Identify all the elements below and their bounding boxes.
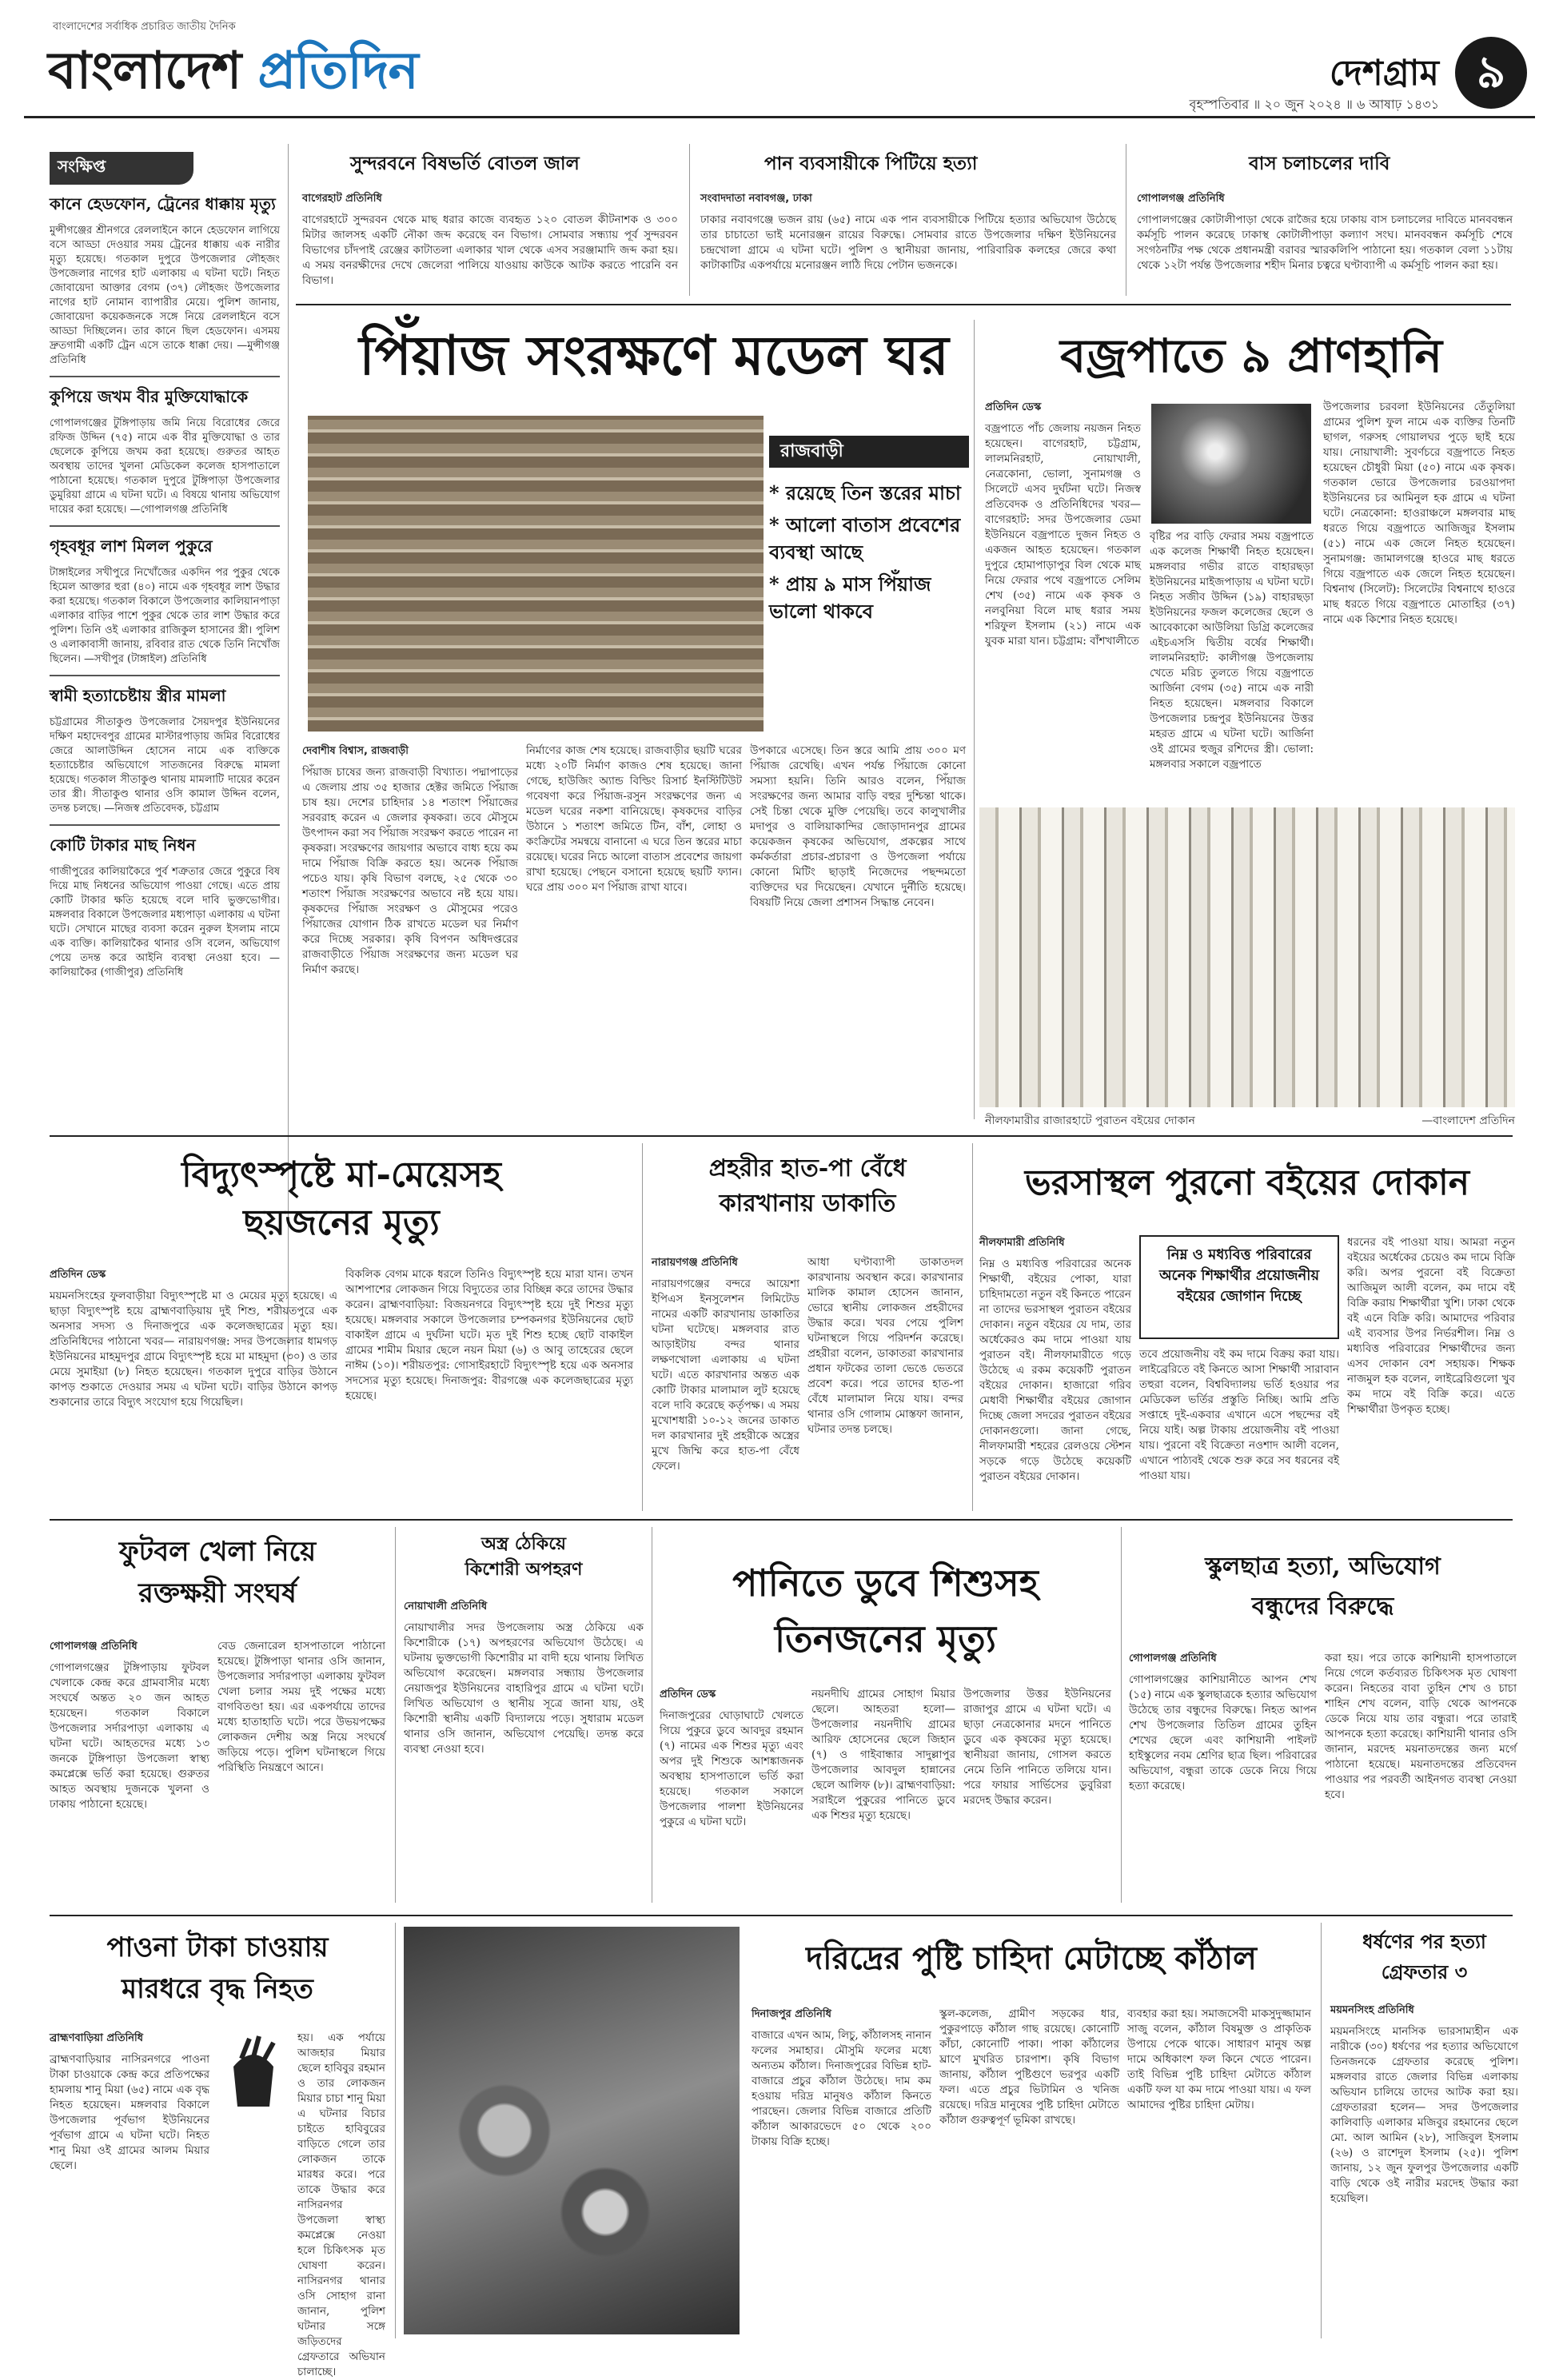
violence-illustration bbox=[217, 2035, 289, 2123]
story-body: নারায়ণগঞ্জের বন্দরে আয়েশা ইপিএস ইনসুলেশন লিমিটেড নামের একটি কারখানায় ডাকাতির ঘটনা ঘটেছে। মঙ্গলবার রাত আড়াইটায় বন্দর থানার লক্ষণখোলা এলাকায় এ ঘটনা ঘটে। এতে কারখানার অন্তত এক কোটি টাকার মালামাল লুট হয়েছে বলে দাবি করেছে কর্তৃপক্ষ। এ সময় মুখোশধারী ১০-১২ জনের ডাকাত দল কারখানার দুই প্রহরীকে অস্ত্রের মুখে জিম্মি করে হাত-পা বেঁধে ফেলে। bbox=[652, 1278, 799, 1473]
jackfruit-col-2 bbox=[939, 2007, 1119, 2334]
factory-col-2 bbox=[807, 1255, 963, 1511]
football-col-1 bbox=[50, 1639, 209, 1903]
student-col-2 bbox=[1325, 1651, 1517, 1903]
story-byline: গোপালগঞ্জ প্রতিনিধি bbox=[1137, 193, 1225, 205]
electro-headline-wrap bbox=[50, 1151, 633, 1255]
sidebar-item-body: গাজীপুরের কালিয়াকৈরে পুর্ব শত্রুতার জেরে পুকুরে বিষ দিয়ে মাছ নিধনের অভিযোগ পাওয়া গেছে। এতে প্রায় কোটি টাকার ক্ষতি হয়েছে বলে দাবি ভুক্তভোগীর। মঙ্গলবার বিকালে উপজেলার মধ্যপাড়া এলাকায় এ ঘটনা ঘটে। সেখানে মাছের ব্যবসা করেন নুরুল ইসলাম নামে এক ব্যক্তি। কালিয়াকৈর থানার ওসি বলেন, অভিযোগ পেয়ে তদন্ত করে আইনি ব্যবস্থা নেওয়া হবে। —কালিয়াকৈর (গাজীপুর) প্রতিনিধি bbox=[50, 866, 280, 979]
story-byline: বাগেরহাট প্রতিনিধি bbox=[302, 193, 382, 205]
divider bbox=[50, 376, 280, 377]
story-body: বজ্রপাতে পাঁচ জেলায় নয়জন নিহত হয়েছেন। বাগেরহাট, চট্টগ্রাম, লালমনিরহাট, নোয়াখালী, নেত্রকোনা, ভোলা, সুনামগঞ্জ ও সিলেটে এসব দুর্ঘটনা ঘটে। নিজস্ব প্রতিবেদক ও প্রতিনিধিদের খবর— বাগেরহাট: সদর উপজেলার ডেমা ইউনিয়নে বজ্রপাতে দুজন নিহত ও একজন আহত হয়েছেন। গতকাল দুপুরে হোমাপাড়াপুর বিল থেকে মাছ নিয়ে ফেরার পথে বজ্রপাতে সেলিম শেখ (৩৫) নামে এক কৃষক ও নলবুনিয়া বিলে মাছ ধরার সময় শরিফুল ইসলাম (২১) নামে এক যুবক মারা যান। চট্টগ্রাম: বাঁশখালীতে bbox=[985, 422, 1141, 648]
column-rule bbox=[642, 1143, 643, 1511]
elder-col-2 bbox=[297, 2031, 385, 2378]
elder-headline-wrap bbox=[50, 1927, 385, 2031]
lightning-headline-wrap bbox=[983, 320, 1519, 400]
sidebar-item-body: মুন্সীগঞ্জের শ্রীনগরে রেললাইনে কানে হেডফোন লাগিয়ে বসে আড্ডা দেওয়ার সময় ট্রেনের ধাক্কায় এক নারীর মৃত্যু হয়েছে। গতকাল দুপুরে উপজেলার লৌহজং উপজেলার নাগের হাট এলাকায় এ ঘটনা ঘটে। নিহত জোবায়েদা আক্তার বেগম (৩৭) লৌহজং উপজেলার নাগের হাট নোমান ব্যাপারীর মেয়ে। পুলিশ জানায়, জোবায়েদা কয়েকজনকে সঙ্গে নিয়ে রেললাইনে বসে আড্ডা দিচ্ছিলেন। তার কানে ছিল হেডফোন। এসময় দ্রুতগামী একটি ট্রেন এসে তাকে ধাক্কা দেয়। —মুন্সীগঞ্জ প্রতিনিধি bbox=[50, 225, 280, 366]
divider bbox=[50, 525, 280, 527]
sidebar-item-title: গৃহবধূর লাশ মিলল পুকুরে bbox=[50, 536, 213, 556]
story-body: করা হয়। পরে তাকে কাশিয়ানী হাসপাতালে নিয়ে গেলে কর্তব্যরত চিকিৎসক মৃত ঘোষণা করেন। নিহতের বাবা তুহিন শেখ ও চাচা শাহিন শেখ বলেন, বাড়ি থেকে আপনকে ডেকে নিয়ে যায় তার বন্ধুরা। পরে তারাই আপনকে হত্যা করেছে। কাশিয়ানী থানার ওসি জানান, মরদেহ ময়নাতদন্তের জন্য মর্গে পাঠানো হয়েছে। ময়নাতদন্তের প্রতিবেদন পাওয়ার পর পরবর্তী আইনগত ব্যবস্থা নেওয়া হবে। bbox=[1325, 1652, 1517, 1801]
story-sundarbans[interactable] bbox=[302, 144, 678, 296]
story-byline: প্রতিদিন ডেস্ক bbox=[660, 1688, 716, 1700]
lightning-col-2 bbox=[1150, 529, 1314, 799]
story-headline[interactable]: বিদ্যুৎস্পৃষ্টে মা-মেয়েসহ bbox=[181, 1154, 501, 1195]
bookshop-col-1 bbox=[979, 1235, 1131, 1511]
football-col-2 bbox=[217, 1639, 385, 1903]
story-headline[interactable]: মারধরে বৃদ্ধ নিহত bbox=[122, 1973, 313, 2005]
drown-col-3 bbox=[963, 1687, 1111, 1903]
story-headline[interactable]: ভরসাস্থল পুরনো বইয়ের দোকান bbox=[1024, 1162, 1470, 1203]
sidebar-header: সংক্ষিপ্ত bbox=[50, 152, 193, 185]
newspaper-tagline: বাংলাদেশের সর্বাধিক প্রচারিত জাতীয় দৈনিক bbox=[53, 21, 236, 33]
rape-headline-wrap bbox=[1330, 1927, 1518, 2007]
onion-headline-wrap bbox=[302, 320, 1006, 400]
section-name: দেশগ্রাম bbox=[1329, 53, 1439, 94]
divider bbox=[50, 675, 280, 676]
sidebar-item[interactable] bbox=[50, 385, 280, 517]
section-rule bbox=[50, 1915, 1513, 1916]
logo-part-2: প্রতিদিন bbox=[257, 41, 418, 101]
bookshop-col-2 bbox=[1139, 1347, 1339, 1511]
rape-body bbox=[1330, 2003, 1518, 2334]
highlight-item: * প্রায় ৯ মাস পিঁয়াজ ভালো থাকবে bbox=[769, 572, 931, 623]
column-rule bbox=[1121, 1527, 1122, 1903]
story-body: পিঁয়াজ চাষের জন্য রাজবাড়ী বিখ্যাত। পদ্মাপাড়ের এ জেলায় প্রায় ৩৫ হাজার হেক্টর জমিতে পিঁয়াজ চাষ হয়। দেশের চাহিদার ১৪ শতাংশ পিঁয়াজের সরবরাহ করেন এ জেলার কৃষকরা। তবে মৌসুমে উৎপাদন করা সব পিঁয়াজ সংরক্ষণ করতে পারেন না কৃষকরা। সংরক্ষণের জায়গার অভাবে বাধ্য হয়ে কম দামে পিঁয়াজ বিক্রি করতে হয়। অনেক পিঁয়াজ পচেও যায়। কৃষি বিভাগ বলছে, ২৫ থেকে ৩০ শতাংশ পিঁয়াজ সংরক্ষণের অভাবে নষ্ট হয়ে যায়। কৃষকদের পিঁয়াজ সংরক্ষণ ও মৌসুমের পরেও পিঁয়াজের যোগান ঠিক রাখতে মডেল ঘর নির্মাণ করে দিচ্ছে সরকার। কৃষি বিপণন অধিদপ্তরের রাজবাড়ীতে পিঁয়াজ সংরক্ষণের জন্য মডেল ঘর নির্মাণ করছে। bbox=[302, 766, 518, 976]
highlight-item: * আলো বাতাস প্রবেশের ব্যবস্থা আছে bbox=[769, 513, 961, 564]
bookshop-headline-wrap bbox=[979, 1151, 1515, 1231]
football-headline-wrap bbox=[50, 1531, 385, 1635]
jackfruit-col-3 bbox=[1127, 2007, 1311, 2334]
electro-col-1 bbox=[50, 1267, 337, 1507]
story-body: গোপালগঞ্জের কাশিয়ানীতে আপন শেখ (১৫) নামে এক স্কুলছাত্রকে হত্যার অভিযোগ উঠেছে তার বন্ধুদের বিরুদ্ধে। নিহত আপন শেখ উপজেলার তিতিল গ্রামের তুহিন শেখের ছেলে এবং কাশিয়ানী পাইলট হাইস্কুলের নবম শ্রেণির ছাত্র ছিল। পরিবারের অভিযোগ, বন্ধুরা তাকে ডেকে নিয়ে গিয়ে হত্যা করেছে। bbox=[1129, 1673, 1317, 1792]
story-headline[interactable]: পিঁয়াজ সংরক্ষণে মডেল ঘর bbox=[359, 324, 949, 388]
story-headline[interactable]: গ্রেফতার ৩ bbox=[1381, 1960, 1468, 1983]
story-headline[interactable]: তিনজনের মৃত্যু bbox=[775, 1617, 996, 1660]
story-body: স্কুল-কলেজ, গ্রামীণ সড়কের ধার, পুকুরপাড়ে কাঁঠাল গাছ রয়েছে। কোনোটি কাঁচা, কোনোটি পাকা। পাকা কাঁঠালের ঘ্রাণে মুখরিত চারপাশ। কৃষি বিভাগ জানায়, কাঁঠাল পুষ্টিগুণে ভরপুর একটি ফল। এতে প্রচুর ভিটামিন ও খনিজ রয়েছে। দরিদ্র মানুষের পুষ্টি চাহিদা মেটাতে কাঁঠাল গুরুত্বপূর্ণ ভূমিকা রাখছে। bbox=[939, 2007, 1119, 2127]
story-headline[interactable]: বন্ধুদের বিরুদ্ধে bbox=[1251, 1593, 1394, 1621]
fist-icon bbox=[217, 2035, 289, 2123]
sidebar-item[interactable] bbox=[50, 535, 280, 667]
story-body: উপজেলার চরবলা ইউনিয়নের তেঁতুলিয়া গ্রামের পুলিশ ফুল নামে এক ব্যক্তির তিনটি ছাগল, গরুসহ গোয়ালঘর পুড়ে ছাই হয়ে যায়। নোয়াখালী: সুবর্ণচরে বজ্রপাতে নিহত হয়েছেন চৌধুরী মিয়া (৫০) নামে এক কৃষক। গতকাল ভোরে উপজেলার চরওয়াপদা ইউনিয়নের চর আমিনুল হক গ্রামে এ ঘটনা ঘটে। নেত্রকোনা: হাওরাঞ্চলে মঙ্গলবার মাছ ধরতে গিয়ে বজ্রপাতে আজিজুর ইসলাম (৫১) নামে এক জেলে নিহত হয়েছেন। সুনামগঞ্জ: জামালগঞ্জে হাওরে মাছ ধরতে গিয়ে বজ্রপাতে এক জেলে নিহত হয়েছেন। বিশ্বনাথ (সিলেট): সিলেটের বিশ্বনাথে হাওরে মাছ ধরতে গিয়ে বজ্রপাতে মোতাহির (৩৭) নামে এক কিশোর নিহত হয়েছে। bbox=[1323, 401, 1515, 626]
factory-col-1 bbox=[652, 1255, 799, 1511]
bookshop-photo bbox=[979, 807, 1515, 1107]
story-byline: গোপালগঞ্জ প্রতিনিধি bbox=[50, 1640, 138, 1652]
story-headline[interactable]: কিশোরী অপহরণ bbox=[465, 1559, 583, 1580]
drown-col-2 bbox=[811, 1687, 955, 1903]
lightning-col-3 bbox=[1323, 400, 1515, 799]
story-byline: সংবাদদাতা নবাবগঞ্জ, ঢাকা bbox=[700, 193, 812, 205]
story-body: ঢাকার নবাবগঞ্জে ভজন রায় (৬৫) নামে এক পান ব্যবসায়ীকে পিটিয়ে হত্যার অভিযোগ উঠেছে তার চাচাতো ভাই মনোরঞ্জন রায়ের বিরুদ্ধে। সোমবার রাতে উপজেলার দক্ষিণ ইউনিয়নের চন্দ্রখোলা গ্রামে এ ঘটনা ঘটে। পুলিশ ও স্থানীয়রা জানায়, পারিবারিক কলহের জেরে কথা কাটাকাটির একপর্যায়ে মনোরঞ্জন লাঠি দিয়ে পেটান ভজনকে। bbox=[700, 213, 1116, 272]
story-headline[interactable]: পানিতে ডুবে শিশুসহ bbox=[732, 1561, 1039, 1605]
column-rule bbox=[1321, 1923, 1322, 2338]
story-headline[interactable]: রক্তক্ষয়ী সংঘর্ষ bbox=[138, 1577, 297, 1609]
story-byline: নারায়ণগঞ্জ প্রতিনিধি bbox=[652, 1257, 738, 1269]
jackfruit-headline-wrap bbox=[752, 1927, 1311, 2003]
student-headline-wrap bbox=[1129, 1547, 1517, 1643]
story-body: তবে প্রয়োজনীয় বই কম দামে বিক্রয় করা যায়। লাইব্রেরিতে বই কিনতে আসা শিক্ষার্থী সারাবান তহুরা বলেন, বিশ্ববিদ্যালয় ভর্তি হওয়ার পর মেডিকেল ভর্তির প্রস্তুতি নিচ্ছি। আমি প্রতি সপ্তাহে দুই-একবার এখানে এসে পছন্দের বই নিয়ে যাই। অল্প টাকায় প্রয়োজনীয় বই পাওয়া যায়। পুরনো বই বিক্রেতা নওশাদ আলী বলেন, এখানে পাঠ্যবই থেকে শুরু করে সব ধরনের বই পাওয়া যায়। bbox=[1139, 1348, 1339, 1482]
story-byline: ব্রাহ্মণবাড়িয়া প্রতিনিধি bbox=[50, 2032, 144, 2044]
drown-headline-wrap bbox=[660, 1555, 1111, 1683]
story-byline: গোপালগঞ্জ প্রতিনিধি bbox=[1129, 1652, 1217, 1664]
logo-part-1: বাংলাদেশ bbox=[48, 41, 258, 101]
story-body: ব্রাহ্মণবাড়িয়ার নাসিরনগরে পাওনা টাকা চাওয়াকে কেন্দ্র করে প্রতিপক্ষের হামলায় শানু মিয়া (৬৫) নামে এক বৃদ্ধ নিহত হয়েছেন। মঙ্গলবার বিকালে উপজেলার পূর্বভাগ ইউনিয়নের পূর্বভাগ গ্রামে এ ঘটনা ঘটে। নিহত শানু মিয়া ওই গ্রামের আলম মিয়ার ছেলে। bbox=[50, 2053, 209, 2172]
story-body: বাজারে এখন আম, লিচু, কাঁঠালসহ নানান ফলের সমাহার। মৌসুমি ফলের মধ্যে অন্যতম কাঁঠাল। দিনাজপুরের বিভিন্ন হাট-বাজারে প্রচুর কাঁঠাল উঠেছে। দাম কম হওয়ায় দরিদ্র মানুষও কাঁঠাল কিনতে পারছেন। জেলার বিভিন্ন বাজারে প্রতিটি কাঁঠাল আকারভেদে ৫০ থেকে ২০০ টাকায় বিক্রি হচ্ছে। bbox=[752, 2029, 931, 2148]
story-headline[interactable]: পাওনা টাকা চাওয়ায় bbox=[106, 1932, 329, 1963]
kidnap-body bbox=[404, 1599, 644, 1903]
sidebar-item[interactable] bbox=[50, 684, 280, 816]
highlight-item: * রয়েছে তিন স্তরের মাচা bbox=[769, 481, 961, 504]
story-body: ধরনের বই পাওয়া যায়। আমরা নতুন বইয়ের অর্ধেকের চেয়েও কম দামে বিক্রি করি। অপর পুরনো বই বিক্রেতা আজিমুল আলী বলেন, কম দামে বই বিক্রি করায় শিক্ষার্থীরা খুশি। ঢাকা থেকে বই এনে বিক্রি করি। আমাদের পরিবার এই ব্যবসার উপর নির্ভরশীল। নিম্ন ও মধ্যবিত্ত পরিবারের শিক্ষার্থীদের জন্য এসব দোকান বেশ সহায়ক। শিক্ষক নাজমুল হক বলেন, লাইব্রেরিগুলো খুব কম দামে বই বিক্রি করে। এতে শিক্ষার্থীরা উপকৃত হচ্ছে। bbox=[1347, 1236, 1515, 1416]
story-bus-demand[interactable] bbox=[1137, 144, 1513, 296]
sidebar-item-body: চট্টগ্রামের সীতাকুণ্ড উপজেলার সৈয়দপুর ইউনিয়নের দক্ষিণ মহাদেবপুর গ্রামের মাস্টারপাড়ায় জমির বিরোধের জেরে আলাউদ্দিন হোসেন নামে এক ব্যক্তিকে হত্যাচেষ্টার অভিযোগে সাতজনের বিরুদ্ধে মামলা হয়েছে। গতকাল সীতাকুণ্ড থানায় মামলাটি দায়ের করেন তার স্ত্রী। সীতাকুণ্ড থানার ওসি কামাল উদ্দিন বলেন, তদন্ত চলছে। —নিজস্ব প্রতিবেদক, চট্টগ্রাম bbox=[50, 716, 280, 815]
drown-col-1 bbox=[660, 1687, 803, 1903]
story-body: উপজেলার উত্তর ইউনিয়নের রাজাপুর গ্রামে এ ঘটনা ঘটে। এ ছাড়া নেত্রকোনার মদনে পানিতে ডুবে এক কৃষকের মৃত্যু হয়েছে। স্থানীয়রা জানায়, গোসল করতে নেমে তিনি পানিতে তলিয়ে যান। পরে ফায়ার সার্ভিসের ডুবুরিরা মরদেহ উদ্ধার করেন। bbox=[963, 1688, 1111, 1807]
sidebar-item[interactable] bbox=[50, 834, 280, 980]
sidebar-item-body: গোপালগঞ্জের টুঙ্গিপাড়ায় জমি নিয়ে বিরোধের জেরে রফিজ উদ্দিন (৭৫) নামে এক বীর মুক্তিযোদ্ধা ও তার ছেলেকে কুপিয়ে জখম করা হয়েছে। গুরুতর আহত অবস্থায় তাদের খুলনা মেডিকেল কলেজ হাসপাতালে পাঠানো হয়েছে। গতকাল দুপুরে টুঙ্গিপাড়া উপজেলার ডুমুরিয়া গ্রামে এ ঘটনা ঘটে। এ বিষয়ে থানায় অভিযোগ দায়ের করা হয়েছে। —গোপালগঞ্জ প্রতিনিধি bbox=[50, 417, 280, 516]
story-headline[interactable]: কারখানায় ডাকাতি bbox=[719, 1190, 896, 1218]
story-headline[interactable]: ধর্ষণের পর হত্যা bbox=[1362, 1930, 1486, 1953]
story-body: ময়মনসিংহে মানসিক ভারসাম্যহীন এক নারীকে (৩০) ধর্ষণের পর হত্যার অভিযোগে তিনজনকে গ্রেফতার করেছে পুলিশ। মঙ্গলবার রাতে জেলার বিভিন্ন এলাকায় অভিযান চালিয়ে তাদের আটক করা হয়। গ্রেফতাররা হলেন— সদর উপজেলার কালিবাড়ি এলাকার মজিবুর রহমানের ছেলে মো. আল আমিন (২৮), সাজিবুল ইসলাম (২৬) ও রাশেদুল ইসলাম (২৫)। পুলিশ জানায়, ১২ জুন ফুলপুর উপজেলার একটি বাড়ি থেকে ওই নারীর মরদেহ উদ্ধার করা হয়েছিল। bbox=[1330, 2025, 1518, 2205]
sidebar-item[interactable] bbox=[50, 193, 280, 368]
story-byline: ময়মনসিংহ প্রতিনিধি bbox=[1330, 2004, 1414, 2016]
bookshop-col-3 bbox=[1347, 1235, 1515, 1511]
story-byline: নীলফামারী প্রতিনিধি bbox=[979, 1237, 1065, 1249]
lightning-col-1 bbox=[985, 400, 1141, 799]
story-body: বাগেরহাটে সুন্দরবন থেকে মাছ ধরার কাজে ব্যবহৃত ১২০ বোতল কীটনাশক ও ৩০০ মিটার জালসহ একটি নৌকা জব্দ করেছে বন বিভাগ। সোমবার সন্ধ্যায় পূর্ব সুন্দরবন বিভাগের চাঁদপাই রেঞ্জের কাটাতলা এলাকার খাল থেকে এসব সরঞ্জামাদি জব্দ করা হয়। এ সময় বনরক্ষীদের দেখে জেলেরা পালিয়ে যাওয়ায় কাউকে আটক করতে পারেনি বন বিভাগ। bbox=[302, 213, 678, 287]
section-rule bbox=[50, 1135, 1513, 1137]
newspaper-logo[interactable] bbox=[48, 32, 418, 118]
story-body: বেড জেনারেল হাসপাতালে পাঠানো হয়েছে। টুঙ্গিপাড়া থানার ওসি জানান, উপজেলার সর্দারপাড়া এলাকায় ফুটবল খেলা চলার সময় দুই পক্ষের মধ্যে বাগবিতণ্ডা হয়। এর একপর্যায়ে তাদের মধ্যে হাতাহাতি ঘটে। পরে উভয়পক্ষের লোকজন দেশীয় অস্ত্র নিয়ে সংঘর্ষে জড়িয়ে পড়ে। পুলিশ ঘটনাস্থলে গিয়ে পরিস্থিতি নিয়ন্ত্রণে আনে। bbox=[217, 1640, 385, 1774]
story-body: নির্মাণের কাজ শেষ হয়েছে। রাজবাড়ীর ছয়টি ঘরের মধ্যে ২০টি নির্মাণ কাজও শেষ হয়েছে। জানা গেছে, হাউজিং অ্যান্ড বিল্ডিং রিসার্চ ইনস্টিটিউট গবেষণা করে পিঁয়াজ-রসুন সংরক্ষণের জন্য এ মডেল ঘরের নকশা বানিয়েছে। কৃষকদের বাড়ির উঠানে ১ শতাংশ জমিতে টিন, বাঁশ, লোহা ও কংক্রিটের সমন্বয়ে বানানো এ ঘরে তিন স্তরের মাচা রয়েছে। ঘরের নিচে আলো বাতাস প্রবেশের জায়গা রাখা হয়েছে। পেছনে বসানো হয়েছে ছয়টি ফ্যান। ঘরে প্রায় ৩০০ মণ পিঁয়াজ রাখা যাবে। bbox=[526, 744, 742, 894]
column-rule bbox=[395, 1923, 396, 2338]
onion-highlights bbox=[769, 480, 977, 720]
story-headline[interactable]: অস্ত্র ঠেকিয়ে bbox=[480, 1533, 566, 1554]
masthead bbox=[24, 14, 1535, 118]
story-byline: প্রতিদিন ডেস্ক bbox=[985, 401, 1042, 413]
factory-headline-wrap bbox=[652, 1151, 963, 1255]
story-byline: দিনাজপুর প্রতিনিধি bbox=[752, 2008, 831, 2020]
sidebar-item-title: কুপিয়ে জখম বীর মুক্তিযোদ্ধাকে bbox=[50, 387, 249, 406]
column-rule bbox=[972, 1143, 973, 1511]
story-body: গোপালগঞ্জের কোটালীপাড়া থেকে রাজৈর হয়ে ঢাকায় বাস চলাচলের দাবিতে মানববন্ধন কর্মসূচি পালন করেছে ঢাকাস্থ কোটালীপাড়া কল্যাণ সংঘ। মানববন্ধন কর্মসূচি শেষে সংগঠনটির পক্ষ থেকে প্রধানমন্ত্রী বরাবর স্মারকলিপি পাঠানো হয়। গতকাল বেলা ১১টায় থেকে ১২টা পর্যন্ত উপজেলার শহীদ মিনার চত্বরে ঘণ্টাব্যাপী এ কর্মসূচি পালন করা হয়। bbox=[1137, 213, 1513, 272]
sidebar-item-title: কানে হেডফোন, ট্রেনের ধাক্কায় মৃত্যু bbox=[50, 194, 276, 213]
story-body: গোপালগঞ্জের টুঙ্গিপাড়ায় ফুটবল খেলাকে কেন্দ্র করে গ্রামবাসীর মধ্যে সংঘর্ষে অন্তত ২০ জন আহত হয়েছেন। গতকাল বিকালে উপজেলার সর্দারপাড়া এলাকায় এ ঘটনা ঘটে। আহতদের মধ্যে ১৩ জনকে টুঙ্গিপাড়া উপজেলা স্বাস্থ্য কমপ্লেক্সে ভর্তি করা হয়েছে। গুরুতর আহত অবস্থায় দুজনকে খুলনা ও ঢাকায় পাঠানো হয়েছে। bbox=[50, 1661, 209, 1811]
jackfruit-tree-photo bbox=[404, 1927, 740, 2334]
section-rule bbox=[296, 304, 1511, 305]
story-body: নোয়াখালীর সদর উপজেলায় অস্ত্র ঠেকিয়ে এক কিশোরীকে (১৭) অপহরণের অভিযোগ উঠেছে। এ ঘটনায় ভুক্তভোগী কিশোরীর মা বাদী হয়ে থানায় লিখিত অভিযোগ করেছেন। মঙ্গলবার সন্ধ্যায় উপজেলার নেয়াজপুর ইউনিয়নের বাহারিপুর গ্রামে এ ঘটনা ঘটে। লিখিত অভিযোগ ও স্থানীয় সূত্রে জানা যায়, ওই কিশোরী স্থানীয় একটি বিদ্যালয়ে পড়ে। সুধারাম মডেল থানার ওসি জানান, অভিযোগ পেয়েছি। তদন্ত করে ব্যবস্থা নেওয়া হবে। bbox=[404, 1621, 644, 1756]
sidebar-item-title: স্বামী হত্যাচেষ্টায় স্ত্রীর মামলা bbox=[50, 686, 226, 705]
column-rule bbox=[689, 144, 690, 296]
onion-col-2 bbox=[526, 744, 742, 1119]
pullquote-text: নিম্ন ও মধ্যবিত্ত পরিবারের অনেক শিক্ষার্থীর প্রয়োজনীয় বইয়ের জোগান দিচ্ছে bbox=[1158, 1246, 1320, 1305]
student-col-1 bbox=[1129, 1651, 1317, 1903]
story-body: হয়। এক পর্যায়ে আজহার মিয়ার ছেলে হাবিবুর রহমান ও তার লোকজন মিয়ার চাচা শানু মিয়া এ ঘটনার বিচার চাইতে হাবিবুরের বাড়িতে গেলে তার লোকজন তাকে মারধর করে। পরে তাকে উদ্ধার করে নাসিরনগর উপজেলা স্বাস্থ্য কমপ্লেক্সে নেওয়া হলে চিকিৎসক মৃত ঘোষণা করেন। নাসিরনগর থানার ওসি সোহাগ রানা জানান, পুলিশ ঘটনার সঙ্গে জড়িতদের গ্রেফতারে অভিযান চালাচ্ছে। bbox=[297, 2031, 385, 2378]
bookshop-pullquote bbox=[1139, 1235, 1339, 1339]
dateline: বৃহস্পতিবার ॥ ২০ জুন ২০২৪ ॥ ৬ আষাঢ় ১৪৩১ bbox=[1189, 97, 1439, 112]
sidebar-item-body: টাঙ্গাইলের সখীপুরে নিখোঁজের একদিন পর পুকুর থেকে হিমেল আক্তার হুরা (৪০) নামে এক গৃহবধূর লাশ উদ্ধার করা হয়েছে। গতকাল বিকালে উপজেলার কালিয়ানপাড়া এলাকার বাড়ির পাশে পুকুর থেকে তার লাশ উদ্ধার করে পুলিশ। তিনি ওই এলাকার রাজিকুল হাসানের স্ত্রী। পুলিশ ও এলাকাবাসী জানায়, রবিবার রাত থেকে তিনি নিখোঁজ ছিলেন। —সখীপুর (টাঙ্গাইল) প্রতিনিধি bbox=[50, 567, 280, 665]
story-headline[interactable]: ছয়জনের মৃত্যু bbox=[243, 1202, 440, 1243]
sidebar-item-title: কোটি টাকার মাছ নিধন bbox=[50, 835, 196, 855]
location-tag: রাজবাড়ী bbox=[769, 436, 969, 468]
lightning-photo bbox=[1151, 404, 1311, 524]
story-headline[interactable]: দরিদ্রের পুষ্টি চাহিদা মেটাচ্ছে কাঁঠাল bbox=[806, 1939, 1257, 1977]
story-body: ব্যবহার করা হয়। সমাজসেবী মাকসুদুজ্জামান সাজু বলেন, কাঁঠাল বিষমুক্ত ও প্রাকৃতিক উপায়ে পেকে থাকে। সাধারণ মানুষ অল্প দামে অধিকাংশ ফল কিনে খেতে পারেন। তাই বিভিন্ন পুষ্টি চাহিদা মেটাতে কাঁঠাল একটি ফল যা কম দামে পাওয়া যায়। এ ফল আমাদের পুষ্টির চাহিদা মেটায়। bbox=[1127, 2007, 1311, 2111]
story-headline[interactable]: প্রহরীর হাত-পা বেঁধে bbox=[708, 1154, 907, 1182]
story-body: দিনাজপুরের ঘোড়াঘাটে খেলতে গিয়ে পুকুরে ডুবে আবদুর রহমান (৭) নামের এক শিশুর মৃত্যু এবং অপর দুই শিশুকে আশঙ্কাজনক অবস্থায় হাসপাতালে ভর্তি করা হয়েছে। গতকাল সকালে উপজেলার পালশা ইউনিয়নের পুকুরে এ ঘটনা ঘটে। bbox=[660, 1709, 803, 1828]
onion-col-1 bbox=[302, 744, 518, 1119]
story-byline: নোয়াখালী প্রতিনিধি bbox=[404, 1601, 488, 1613]
photo-credit: —বাংলাদেশ প্রতিদিন bbox=[1421, 1114, 1515, 1127]
story-headline: সুন্দরবনে বিষভর্তি বোতল জাল bbox=[350, 153, 580, 174]
onion-col-3 bbox=[750, 744, 966, 1119]
story-byline: প্রতিদিন ডেস্ক bbox=[50, 1269, 106, 1281]
story-body: নয়নদীঘি গ্রামের সোহাগ মিয়ার ছেলে। আহতরা হলো— উপজেলার নয়নদীঘি গ্রামের আরিফ হোসেনের ছেলে জিহান (৭) ও গাইবান্ধার সাদুল্লাপুর উপজেলার আবদুল হান্নানের ছেলে আলিফ (৮)। ব্রাহ্মণবাড়িয়া: সরাইলে পুকুরের পানিতে ডুবে এক শিশুর মৃত্যু হয়েছে। bbox=[811, 1688, 955, 1822]
elder-col-1 bbox=[50, 2031, 209, 2334]
story-body: উপকারে এসেছে। তিন স্তরে আমি প্রায় ৩০০ মণ পিঁয়াজ রেখেছি। এখন পর্যন্ত পিঁয়াজে কোনো সমস্যা হয়নি। তিনি আরও বলেন, পিঁয়াজ সংরক্ষণের জন্য আমার বাড়ি বহুর দুশ্চিন্তা থাকে। সেই চিন্তা থেকে মুক্তি পেয়েছি। তবে কালুখালীর মদাপুর ও বালিয়াকান্দির জোড়াদানপুর গ্রামের কয়েকজন কৃষকের অভিযোগ, প্রকল্পের সাথে কর্মকর্তারা প্রচার-প্রচারণা ও উপজেলা পর্যায়ে কোনো মিটিং ছাড়াই নিজেদের পছন্দমতো ব্যক্তিদের ঘর দিয়েছেন। যেখানে দুর্নীতি হয়েছে। বিষয়টি নিয়ে জেলা প্রশাসন সিদ্ধান্ত নেবেন। bbox=[750, 744, 966, 909]
photo-caption: নীলফামারীর রাজারহাটে পুরাতন বইয়ের দোকান bbox=[985, 1114, 1195, 1127]
story-headline: পান ব্যবসায়ীকে পিটিয়ে হত্যা bbox=[764, 153, 978, 174]
jackfruit-col-1 bbox=[752, 2007, 931, 2334]
story-body: বিকলিক বেগম মাকে ধরলে তিনিও বিদ্যুৎস্পৃষ্ট হয়ে মারা যান। তখন আশপাশের লোকজন গিয়ে বিদ্যুতের তার বিচ্ছিন্ন করে তাদের উদ্ধার করেন। ব্রাহ্মণবাড়িয়া: বিজয়নগরে বিদ্যুৎস্পৃষ্ট হয়ে দুই শিশুর মৃত্যু হয়েছে। মঙ্গলবার সকালে উপজেলার চম্পকনগর ইউনিয়নের ছোট বাকাইল গ্রামে এ দুর্ঘটনা ঘটে। মৃত দুই শিশু হচ্ছে ছোট বাকাইল গ্রামের শামীম মিয়ার ছেলে নয়ন মিয়া (৬) ও আবু তাহেরের ছেলে নাঈম (১০)। শরীয়তপুর: গোসাইরহাটে বিদ্যুৎস্পৃষ্ট হয়ে এক অনসার সদস্যের মৃত্যু হয়েছে। দিনাজপুর: বীরগঞ্জে এক কলেজছাত্রের মৃত্যু হয়েছে। bbox=[345, 1268, 633, 1402]
onion-storage-photo bbox=[308, 416, 764, 732]
story-body: ময়মনসিংহের ফুলবাড়ীয়া বিদ্যুৎস্পৃষ্টে মা ও মেয়ের মৃত্যু হয়েছে। এ ছাড়া বিদ্যুৎস্পৃষ্ট হয়ে ব্রাহ্মণবাড়িয়ায় দুই শিশু, শরীয়তপুরে এক অনসার সদস্য ও দিনাজপুরে এক কলেজছাত্রের মৃত্যু হয়। প্রতিনিধিদের পাঠানো খবর— নারায়ণগঞ্জ: সদর উপজেলার ধামগড় ইউনিয়নের মাহমুদপুর গ্রামে বিদ্যুৎস্পৃষ্ট হয়ে মা মাহমুদা (৩০) ও তার মেয়ে সুমাইয়া (৮) নিহত হয়েছেন। গতকাল দুপুরে বাড়ির উঠানে কাপড় শুকাতে দেওয়ার সময় এ ঘটনা ঘটে। বাড়ির উঠানে কাপড় শুকানোর তারে বিদ্যুৎ সংযোগ হয়ে গিয়েছিল। bbox=[50, 1290, 337, 1409]
story-headline: বাস চলাচলের দাবি bbox=[1249, 153, 1390, 174]
story-byline: দেবাশীষ বিশ্বাস, রাজবাড়ী bbox=[302, 745, 409, 757]
story-body: নিম্ন ও মধ্যবিত্ত পরিবারের অনেক শিক্ষার্থী, বইয়ের পোকা, যারা চাহিদামতো নতুন বই কিনতে পারেন না তাদের ভরসাস্থল পুরাতন বইয়ের দোকান। নতুন বইয়ের যে দাম, তার অর্ধেকেরও কম দামে পাওয়া যায় পুরাতন বই। নীলফামারীতে গড়ে উঠেছে এ রকম কয়েকটি পুরাতন বইয়ের দোকান। হাজারো গরিব মেধাবী শিক্ষার্থীর বইয়ের জোগান দিচ্ছে জেলা সদরের পুরাতন বইয়ের দোকানগুলো। জানা গেছে, নীলফামারী শহরের রেলওয়ে স্টেশন সড়কে গড়ে উঠেছে কয়েকটি পুরাতন বইয়ের দোকান। bbox=[979, 1258, 1131, 1483]
page-number: ৯ bbox=[1455, 37, 1527, 109]
electro-col-2 bbox=[345, 1267, 633, 1507]
section-rule bbox=[50, 1519, 1513, 1521]
story-headline[interactable]: ফুটবল খেলা নিয়ে bbox=[118, 1536, 317, 1568]
story-headline[interactable]: স্কুলছাত্র হত্যা, অভিযোগ bbox=[1205, 1553, 1441, 1581]
story-headline[interactable]: বজ্রপাতে ৯ প্রাণহানি bbox=[1060, 329, 1442, 383]
divider bbox=[50, 824, 280, 826]
column-rule bbox=[974, 320, 975, 1119]
column-rule bbox=[395, 1527, 396, 1903]
story-paan-trader[interactable] bbox=[700, 144, 1116, 296]
story-body: আধা ঘণ্টাব্যাপী ডাকাতদল কারখানায় অবস্থান করে। কারখানার মালিক কামাল হোসেন জানান, ভোরে স্থানীয় লোকজন প্রহরীদের উদ্ধার করে। খবর পেয়ে পুলিশ ঘটনাস্থলে গিয়ে পরিদর্শন করেছে। প্রহরীরা বলেন, ডাকাতরা কারখানার প্রধান ফটকের তালা ভেঙে ভেতরে প্রবেশ করে। পরে তাদের হাত-পা বেঁধে মালামাল নিয়ে যায়। বন্দর থানার ওসি গোলাম মোস্তফা জানান, ঘটনার তদন্ত চলছে। bbox=[807, 1256, 963, 1436]
story-body: বৃষ্টির পর বাড়ি ফেরার সময় বজ্রপাতে এক কলেজ শিক্ষার্থী নিহত হয়েছেন। মঙ্গলবার গভীর রাতে বাহারছড়া ইউনিয়নের মাইজপাড়ায় এ ঘটনা ঘটে। নিহত সজীব উদ্দিন (১৯) বাহারছড়া ইউনিয়নের ফজল কলেজের ছেলে ও আবেকাকো আউলিয়া ডিগ্রি কলেজের এইচএসসি দ্বিতীয় বর্ষের শিক্ষার্থী। লালমনিরহাট: কালীগঞ্জ উপজেলায় খেতে মরিচ তুলতে গিয়ে বজ্রপাতে আর্জিনা বেগম (৩৫) নামে এক নারী নিহত হয়েছেন। মঙ্গলবার বিকালে উপজেলার চন্দ্রপুর ইউনিয়নের উত্তর মহরত গ্রামে এ ঘটনা ঘটে। আর্জিনা ওই গ্রামের হুজুর রশিদের স্ত্রী। ভোলা: মঙ্গলবার সকালে বজ্রপাতে bbox=[1150, 530, 1314, 771]
